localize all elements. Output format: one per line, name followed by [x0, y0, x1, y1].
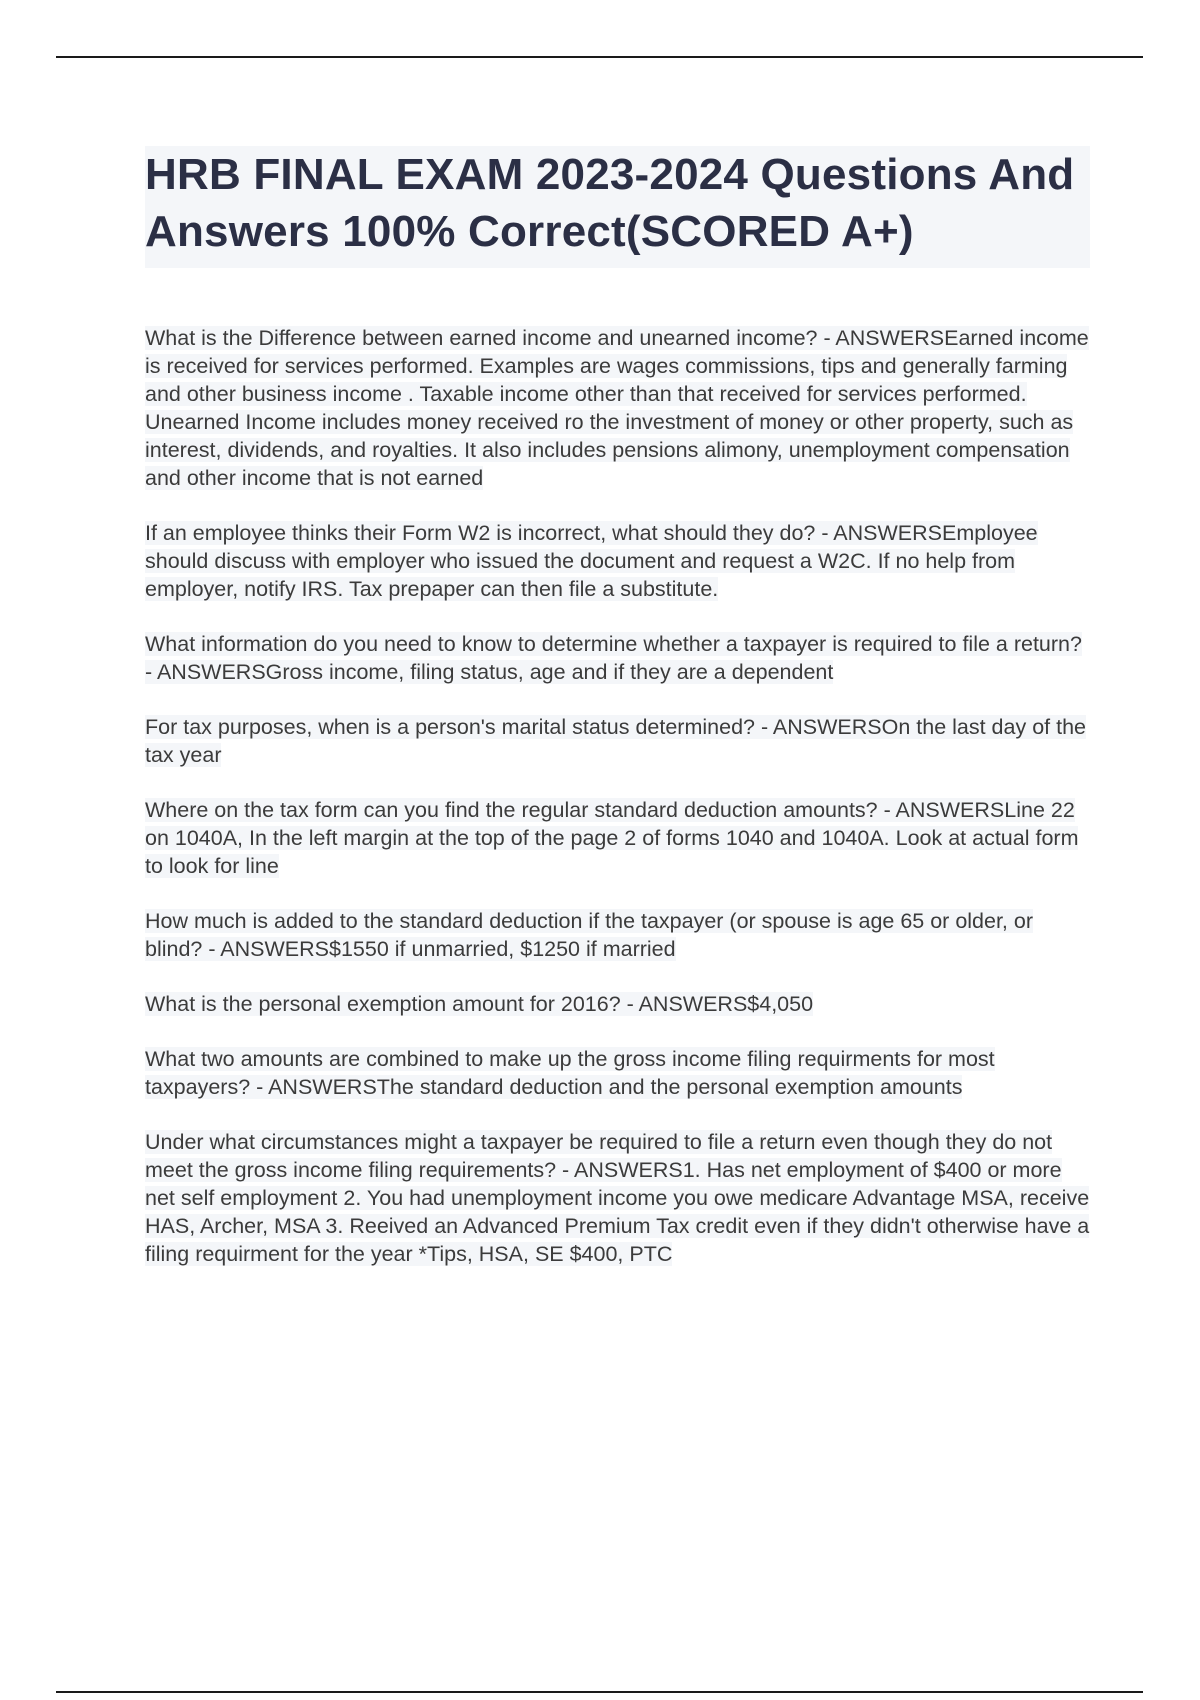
qa-list	[145, 324, 1090, 1268]
qa-text: How much is added to the standard deduction if the taxpayer (or spouse is age 65 or older, or blind? - ANSWERS$1550 if unmarried, $1250 if married	[145, 909, 1033, 961]
qa-text: What information do you need to know to determine whether a taxpayer is required to file a return? - ANSWERSGross income, filing status, age and if they are a dependent	[145, 632, 1082, 684]
qa-item	[145, 519, 1090, 603]
qa-text: If an employee thinks their Form W2 is incorrect, what should they do? - ANSWERSEmployee should discuss with employer who issued the document and request a W2C. If no help from employer, notify IRS. Tax prepaper can then file a substitute.	[145, 521, 1038, 601]
qa-item	[145, 1045, 1090, 1101]
qa-item	[145, 630, 1090, 686]
title-block	[145, 146, 1090, 268]
qa-text: What is the Difference between earned income and unearned income? - ANSWERSEarned income is received for services performed. Examples are wages commissions, tips and generally farming and other business income . Taxable income other than that received for services performed. Unearned Income includes money received ro the investment of money or other property, such as interest, dividends, and royalties. It also includes pensions alimony, unemployment compensation and other income that is not earned	[145, 326, 1089, 490]
qa-item	[145, 990, 1090, 1018]
qa-text: For tax purposes, when is a person's marital status determined? - ANSWERSOn the last day of the tax year	[145, 715, 1086, 767]
qa-item	[145, 796, 1090, 880]
qa-item	[145, 1128, 1090, 1268]
qa-text: What is the personal exemption amount for 2016? - ANSWERS$4,050	[145, 992, 814, 1016]
top-divider	[56, 56, 1143, 58]
document-body	[145, 146, 1090, 1295]
bottom-divider	[56, 1691, 1143, 1693]
qa-item	[145, 907, 1090, 963]
qa-text: What two amounts are combined to make up the gross income filing requirments for most taxpayers? - ANSWERSThe standard deduction and the personal exemption amounts	[145, 1047, 995, 1099]
qa-text: Under what circumstances might a taxpayer be required to file a return even though they do not meet the gross income filing requirements? - ANSWERS1. Has net employment of $400 or more net self employment 2. You had unemployment income you owe medicare Advantage MSA, receive HAS, Archer, MSA 3. Reeived an Advanced Premium Tax credit even if they didn't otherwise have a filing requirment for the year *Tips, HSA, SE $400, PTC	[145, 1130, 1090, 1266]
document-title: HRB FINAL EXAM 2023-2024 Questions And Answers 100% Correct(SCORED A+)	[145, 150, 1075, 256]
qa-item	[145, 324, 1090, 492]
qa-item	[145, 713, 1090, 769]
qa-text: Where on the tax form can you find the regular standard deduction amounts? - ANSWERSLine 22 on 1040A, In the left margin at the top of the page 2 of forms 1040 and 1040A. Look at actual form to look for line	[145, 798, 1079, 878]
